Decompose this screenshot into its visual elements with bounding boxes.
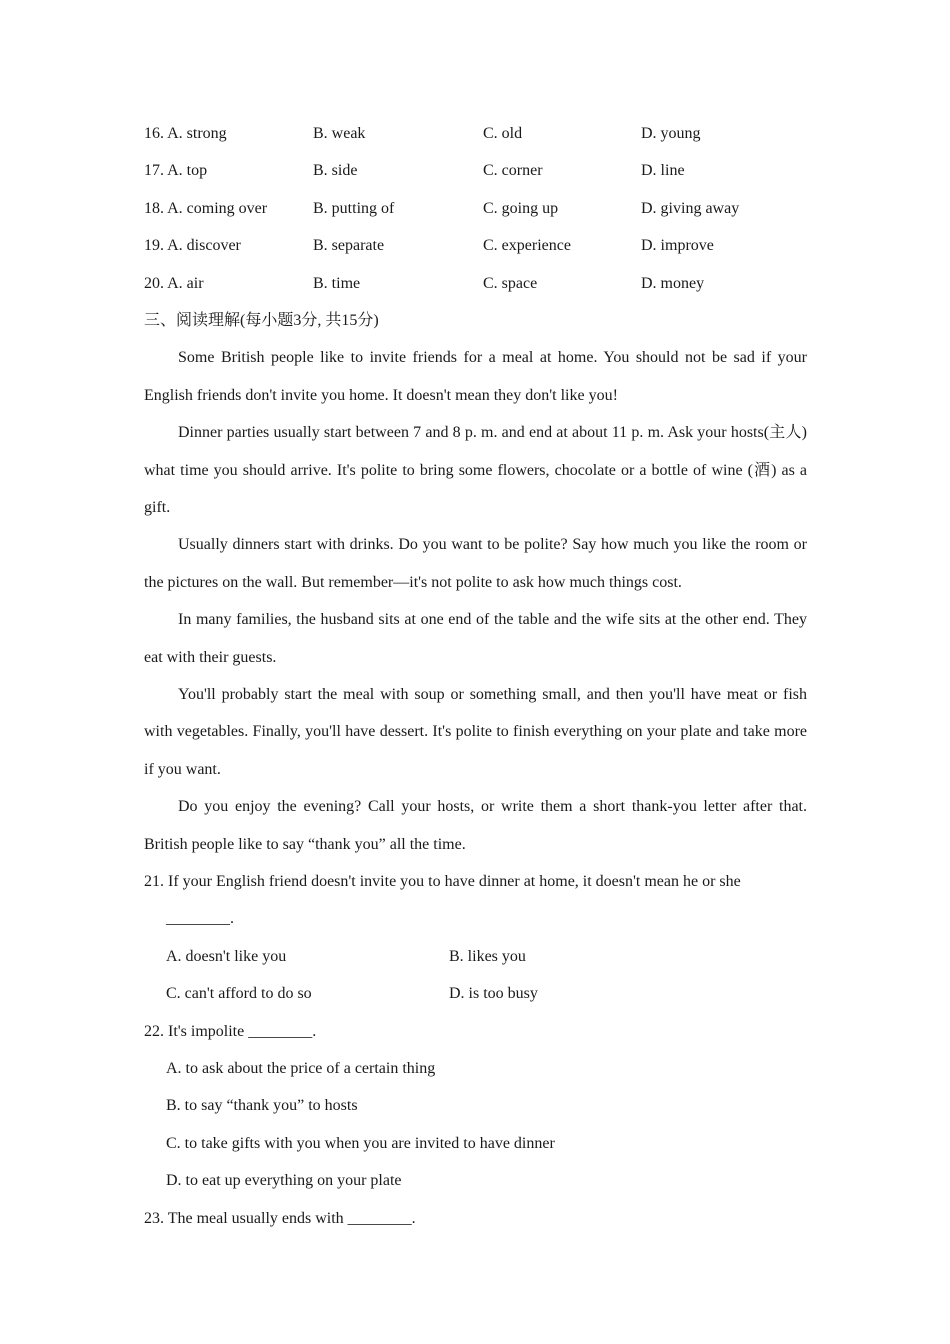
option-19-c: C. experience [483,237,571,255]
option-17-c: C. corner [483,162,543,180]
option-18-b: B. putting of [313,199,395,217]
question-21-stem: 21. If your English friend doesn't invite you to have dinner at home, it doesn't mean he or she [144,873,741,891]
option-17-b: B. side [313,162,358,180]
passage-paragraph-3: Usually dinners start with drinks. Do you want to be polite? Say how much you like the room or the pictures on the wall. But remember—it's not polite to ask how much things cost. [144,536,807,591]
option-20-b: B. time [313,274,361,292]
option-16-c: C. old [483,125,523,142]
question-21-option-d: D. is too busy [449,985,538,1003]
passage-paragraph-6: Do you enjoy the evening? Call your hosts, or write them a short thank-you letter after that. British people like to say “thank you” all the time. [144,798,807,853]
question-21-blank: ________. [166,910,234,928]
option-19-b: B. separate [313,237,385,255]
option-18-c: C. going up [483,199,559,217]
question-21-options-ab [144,938,807,975]
question-21-option-b: B. likes you [449,947,526,965]
option-20-c: C. space [483,274,538,292]
cloze-options-20 [144,265,807,302]
cloze-options-19 [144,227,807,264]
section-heading: 三、阅读理解(每小题3分, 共15分) [144,311,379,329]
option-16-b: B. weak [313,125,366,142]
option-17-a: 17. A. top [144,162,208,180]
question-21-option-c: C. can't afford to do so [166,985,312,1003]
cloze-options-17 [144,152,807,189]
question-21-option-a: A. doesn't like you [166,947,287,965]
question-21-options-cd [144,975,807,1012]
option-18-d: D. giving away [641,199,740,217]
question-22-option-c: C. to take gifts with you when you are invited to have dinner [166,1134,555,1152]
question-22-option-d: D. to eat up everything on your plate [166,1172,402,1190]
passage-paragraph-5: You'll probably start the meal with soup or something small, and then you'll have meat or fish with vegetables. Finally, you'll have dessert. It's polite to finish everything on your plate and take more if you want. [144,686,807,778]
cloze-options-16 [144,115,807,152]
option-16-a: 16. A. strong [144,125,227,142]
passage-paragraph-4: In many families, the husband sits at one end of the table and the wife sits at the other end. They eat with their guests. [144,611,807,666]
question-23-stem: 23. The meal usually ends with ________. [144,1209,416,1227]
passage-paragraph-2: Dinner parties usually start between 7 and 8 p. m. and end at about 11 p. m. Ask your hosts(主人) what time you should arrive. It's polite to bring some flowers, chocolate or a bottle of wine (酒) as a gift. [144,424,807,516]
cloze-options-18 [144,190,807,227]
option-19-a: 19. A. discover [144,237,241,255]
question-22-option-a: A. to ask about the price of a certain thing [166,1060,436,1078]
option-19-d: D. improve [641,237,714,255]
exam-page [144,115,807,1237]
option-17-d: D. line [641,162,685,180]
option-18-a: 18. A. coming over [144,199,268,217]
question-22-stem: 22. It's impolite ________. [144,1022,317,1040]
question-22-option-b: B. to say “thank you” to hosts [166,1097,358,1115]
option-20-a: 20. A. air [144,274,204,292]
option-16-d: D. young [641,125,701,142]
option-20-d: D. money [641,274,705,292]
passage-paragraph-1: Some British people like to invite friends for a meal at home. You should not be sad if your English friends don't invite you home. It doesn't mean they don't like you! [144,349,807,404]
